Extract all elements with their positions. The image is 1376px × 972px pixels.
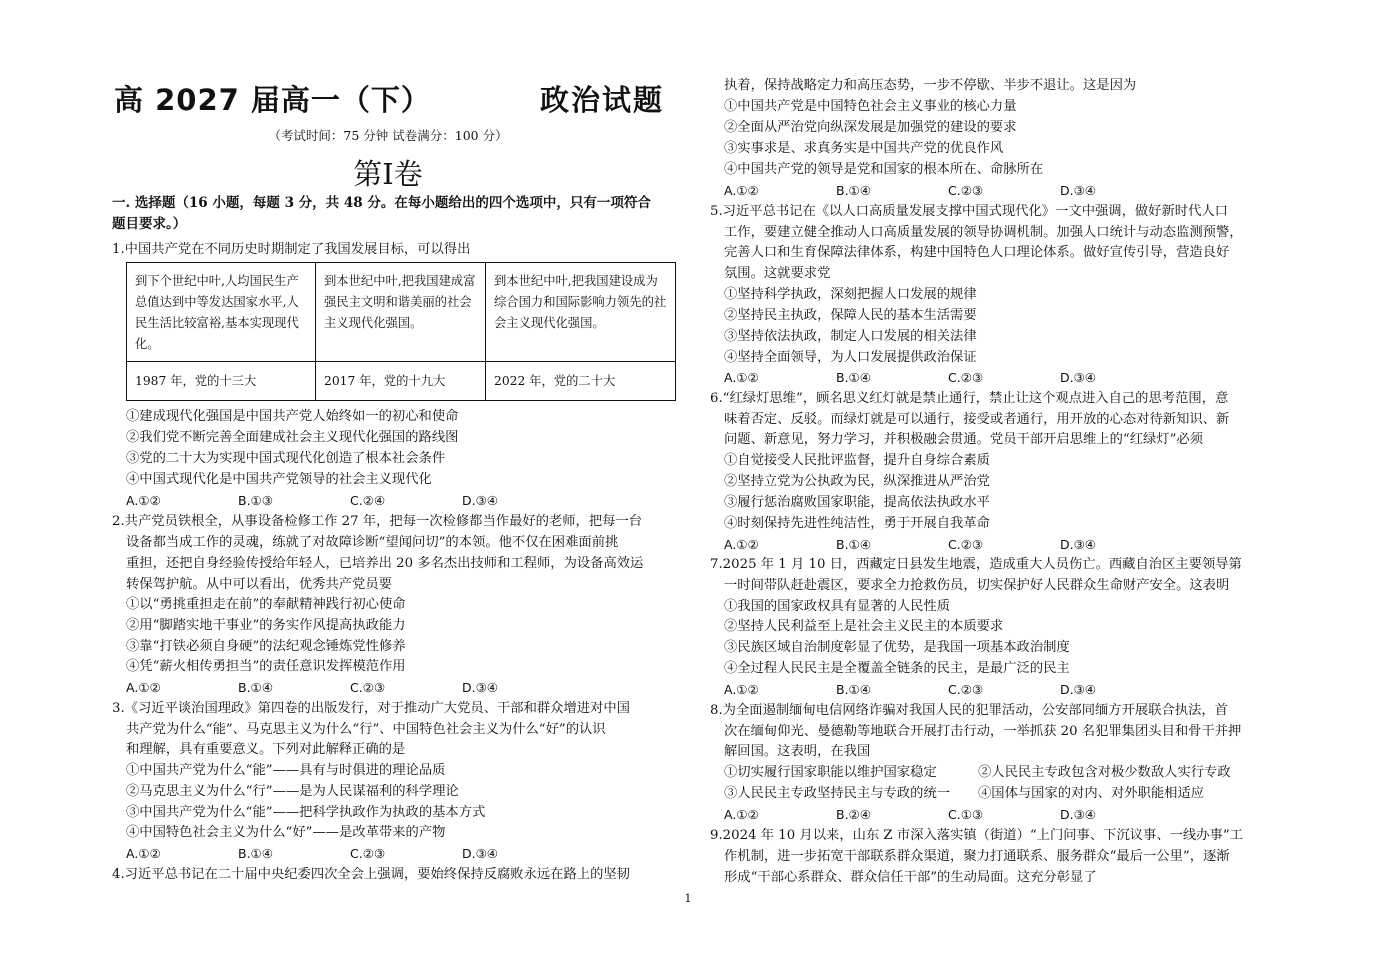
question-1-stem: 1.中国共产党在不同历史时期制定了我国发展目标，可以得出 — [112, 242, 471, 257]
question-9-stem: 作机制，进一步拓宽干部联系群众渠道，聚力打通联系、服务群众“最后一公里”，逐渐 — [724, 849, 1230, 864]
statement: ③履行惩治腐败国家职能，提高依法执政水平 — [724, 495, 990, 510]
question-2-stem: 重担，还把自身经验传授给年轻人，已培养出 20 多名杰出技师和工程师，为设备高效运 — [126, 556, 644, 571]
statement: ④中国共产党的领导是党和国家的根本所在、命脉所在 — [724, 162, 1044, 177]
question-7-stem: 一时间带队赶赴震区，要求全力抢救伤员，切实保护好人民群众生命财产安全。这表明 — [724, 578, 1230, 593]
meeting-cell: 2022 年，党的二十大 — [486, 362, 676, 401]
question-2-stem: 2.共产党员铁根全，从事设备检修工作 27 年，把每一次检修都当作最好的老师，把每一台 — [112, 514, 643, 529]
option-c: C.②③ — [948, 183, 984, 198]
statement: ④凭“薪火相传勇担当”的责任意识发挥模范作用 — [126, 659, 406, 674]
question-9-stem: 9.2024 年 10 月以来，山东 Z 市深入落实镇（街道）“上门问事、下沉议事、一线办事”工 — [710, 828, 1243, 843]
statement: ②用“脚踏实地干事业”的务实作风提高执政能力 — [126, 618, 406, 633]
statement: ②坚持人民利益至上是社会主义民主的本质要求 — [724, 619, 1004, 634]
option-b: B.①③ — [238, 493, 273, 508]
statement: ④中国式现代化是中国共产党领导的社会主义现代化 — [126, 472, 432, 487]
option-c: C.②③ — [350, 846, 386, 861]
statement: ③人民民主专政坚持民主与专政的统一 — [724, 786, 951, 801]
option-d: D.③④ — [1060, 807, 1097, 822]
option-d: D.③④ — [462, 846, 499, 861]
page-number: 1 — [684, 892, 692, 905]
goal-cell: 到下个世纪中叶,人均国民生产总值达到中等发达国家水平,人民生活比较富裕,基本实现现代化。 — [127, 263, 316, 362]
question-8-stem: 解回国。这表明，在我国 — [724, 744, 871, 759]
option-a: A.①② — [724, 183, 759, 198]
section-heading-line: 一. 选择题（16 小题，每题 3 分，共 48 分。在每小题给出的四个选项中，只有一项符合 — [112, 195, 651, 211]
statement: ③实事求是、求真务实是中国共产党的优良作风 — [724, 141, 1004, 156]
question-8-stem: 8.为全面遏制缅甸电信网络诈骗对我国人民的犯罪活动，公安部同缅方开展联合执法，首 — [710, 703, 1228, 718]
question-3-stem: 和理解，具有重要意义。下列对此解释正确的是 — [126, 742, 406, 757]
statement: ④国体与国家的对内、对外职能相适应 — [978, 786, 1205, 801]
option-a: A.①② — [724, 807, 759, 822]
question-3-stem: 3.《习近平谈治国理政》第四卷的出版发行，对于推动广大党员、干部和群众增进对中国 — [112, 701, 630, 716]
statement: ②我们党不断完善全面建成社会主义现代化强国的路线图 — [126, 430, 459, 445]
option-c: C.②③ — [948, 537, 984, 552]
question-9-stem: 形成“干部心系群众、群众信任干部”的生动局面。这充分彰显了 — [724, 870, 1097, 885]
statement: ③民族区域自治制度彰显了优势，是我国一项基本政治制度 — [724, 640, 1070, 655]
statement: ①坚持科学执政，深刻把握人口发展的规律 — [724, 287, 977, 302]
statement: ③中国共产党为什么“能”——把科学执政作为执政的基本方式 — [126, 805, 486, 820]
option-d: D.③④ — [1060, 183, 1097, 198]
option-d: D.③④ — [462, 680, 499, 695]
statement: ②马克思主义为什么“行”——是为人民谋福利的科学理论 — [126, 784, 459, 799]
question-5-stem: 5.习近平总书记在《以人口高质量发展支撑中国式现代化》一文中强调，做好新时代人口 — [710, 204, 1228, 219]
statement: ②坚持民主执政，保障人民的基本生活需要 — [724, 308, 977, 323]
goal-cell: 到本世纪中叶,把我国建设成为综合国力和国际影响力领先的社会主义现代化强国。 — [486, 263, 676, 362]
exam-info: （考试时间：75 分钟 试卷满分：100 分） — [268, 128, 508, 143]
section-heading — [112, 193, 664, 235]
option-b: B.①④ — [836, 682, 871, 697]
option-b: B.①④ — [836, 183, 871, 198]
option-a: A.①② — [126, 846, 161, 861]
question-5-stem: 完善人口和生育保障法律体系，构建中国特色人口理论体系。做好宣传引导，营造良好 — [724, 245, 1230, 260]
question-2-stem: 设备都当成工作的灵魂，练就了对故障诊断“望闻问切”的本领。他不仅在困难面前挑 — [126, 535, 619, 550]
statement: ①自觉接受人民批评监督，提升自身综合素质 — [724, 453, 990, 468]
statement: ②坚持立党为公执政为民，纵深推进从严治党 — [724, 474, 990, 489]
title-line — [112, 78, 664, 118]
section-heading-line: 题目要求。） — [112, 216, 187, 232]
option-c: C.②③ — [350, 680, 386, 695]
statement: ②全面从严治党向纵深发展是加强党的建设的要求 — [724, 120, 1017, 135]
statement: ①建成现代化强国是中国共产党人始终如一的初心和使命 — [126, 409, 459, 424]
option-c: C.②③ — [948, 370, 984, 385]
question-7-stem: 7.2025 年 1 月 10 日，西藏定日县发生地震，造成重大人员伤亡。西藏自治区主要领导第 — [710, 557, 1242, 572]
goal-cell: 到本世纪中叶,把我国建成富强民主文明和谐美丽的社会主义现代化强国。 — [316, 263, 486, 362]
question-5-stem: 工作，要建立健全推动人口高质量发展的领导协调机制。加强人口统计与动态监测预警， — [724, 225, 1243, 240]
option-a: A.①② — [126, 680, 161, 695]
question-5-stem: 氛围。这就要求党 — [724, 266, 831, 281]
option-a: A.①② — [724, 537, 759, 552]
option-b: B.①④ — [836, 537, 871, 552]
statement: ③靠“打铁必须自身硬”的法纪观念锤炼党性修养 — [126, 639, 406, 654]
statement: ①切实履行国家职能以维护国家稳定 — [724, 765, 937, 780]
meeting-cell: 2017 年，党的十九大 — [316, 362, 486, 401]
option-d: D.③④ — [1060, 370, 1097, 385]
statement: ①我国的国家政权具有显著的人民性质 — [724, 599, 951, 614]
question-3-stem: 共产党为什么“能”、马克思主义为什么“行”、中国特色社会主义为什么“好”的认识 — [126, 722, 606, 737]
option-b: B.①④ — [836, 370, 871, 385]
question-6-stem: 问题、新意见，努力学习，并积极融会贯通。党员干部开启思维上的“红绿灯”必须 — [724, 432, 1203, 447]
option-d: D.③④ — [1060, 682, 1097, 697]
statement: ③党的二十大为实现中国式现代化创造了根本社会条件 — [126, 451, 446, 466]
question-4-stem: 执着，保持战略定力和高压态势，一步不停歇、半步不退让。这是因为 — [724, 78, 1137, 93]
meeting-cell: 1987 年，党的十三大 — [127, 362, 316, 401]
statement: ①中国共产党为什么“能”——具有与时俱进的理论品质 — [126, 763, 446, 778]
option-b: B.①④ — [238, 846, 273, 861]
question-6-stem: 味着否定、反驳。而绿灯就是可以通行，接受或者通行，用开放的心态对待新知识、新 — [724, 412, 1230, 427]
statement: ④时刻保持先进性纯洁性，勇于开展自我革命 — [724, 516, 990, 531]
statement: ④中国特色社会主义为什么“好”——是改革带来的产物 — [126, 825, 446, 840]
question-2-stem: 转保驾护航。从中可以看出，优秀共产党员要 — [126, 577, 392, 592]
question-8-stem: 次在缅甸仰光、曼德勒等地联合开展打击行动，一举抓获 20 名犯罪集团头目和骨干并押 — [724, 724, 1242, 739]
option-b: B.②④ — [836, 807, 871, 822]
option-c: C.①③ — [948, 807, 984, 822]
volume-heading: 第Ⅰ卷 — [353, 157, 423, 191]
option-d: D.③④ — [1060, 537, 1097, 552]
option-b: B.①④ — [238, 680, 273, 695]
development-goals-table — [126, 262, 676, 401]
option-a: A.①② — [126, 493, 161, 508]
exam-title: 高 2027 届高一（下） — [114, 83, 431, 117]
statement: ④全过程人民民主是全覆盖全链条的民主，是最广泛的民主 — [724, 661, 1070, 676]
option-d: D.③④ — [462, 493, 499, 508]
option-c: C.②④ — [350, 493, 386, 508]
statement: ④坚持全面领导，为人口发展提供政治保证 — [724, 350, 977, 365]
statement: ①以“勇挑重担走在前”的奉献精神践行初心使命 — [126, 597, 406, 612]
option-c: C.②③ — [948, 682, 984, 697]
statement: ②人民民主专政包含对极少数敌人实行专政 — [978, 765, 1231, 780]
question-6-stem: 6.“红绿灯思维”，顾名思义红灯就是禁止通行，禁止让这个观点进入自己的思考范围，意 — [710, 391, 1229, 406]
statement: ①中国共产党是中国特色社会主义事业的核心力量 — [724, 99, 1017, 114]
statement: ③坚持依法执政，制定人口发展的相关法律 — [724, 329, 977, 344]
exam-subject: 政治试题 — [539, 83, 664, 117]
option-a: A.①② — [724, 682, 759, 697]
option-a: A.①② — [724, 370, 759, 385]
question-4-stem: 4.习近平总书记在二十届中央纪委四次全会上强调，要始终保持反腐败永远在路上的坚韧 — [112, 867, 630, 882]
